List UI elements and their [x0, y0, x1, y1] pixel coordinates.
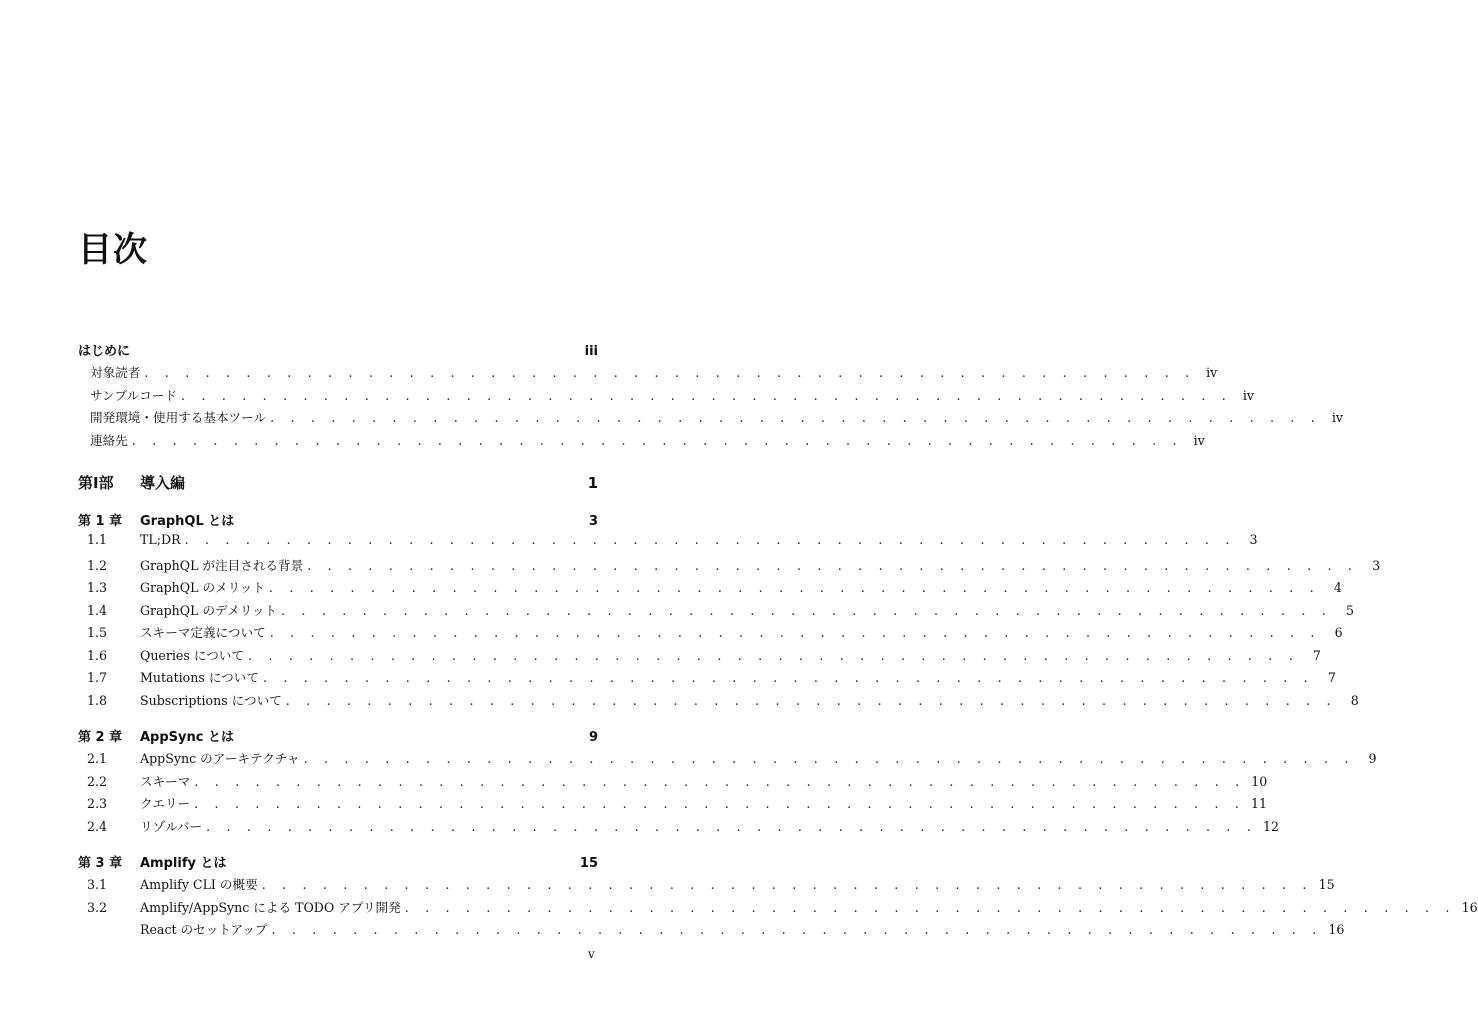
toc-heading-label: はじめに	[78, 344, 131, 359]
section-number: 1.5	[86, 625, 108, 640]
toc-entry[interactable]	[78, 407, 1343, 430]
toc-page-number: 11	[1251, 796, 1268, 811]
section-number: 1.6	[86, 647, 108, 663]
toc-page-number: 6	[1334, 625, 1343, 640]
page-folio: v	[588, 947, 595, 961]
dot-leader: . . . . . . . . . . . . . . . . . . . . . . . . . . . . . . . . . . . . . . . . . . . . . . . . . . . .	[181, 387, 1232, 403]
toc-entry[interactable]	[78, 577, 1342, 600]
toc-entry-label: Subscriptions について	[140, 692, 282, 708]
toc-page-number: 3	[588, 514, 598, 529]
page-title: 目次	[78, 230, 148, 270]
toc-entry[interactable]	[78, 816, 1280, 839]
toc-entry[interactable]	[78, 690, 1359, 713]
dot-leader: . . . . . . . . . . . . . . . . . . . . . . . . . . . . . . . . . . . . . . . . . . . . . . . . . . . .	[285, 692, 1337, 708]
toc-intro-heading[interactable]	[78, 340, 598, 362]
section-number: 1.3	[86, 580, 108, 595]
toc-entry[interactable]	[78, 667, 1336, 690]
section-number: 1.2	[86, 557, 108, 573]
toc-page-number: 5	[1345, 602, 1354, 618]
part-number: 第I部	[78, 474, 114, 492]
toc-entry-label: 連絡先	[90, 432, 128, 448]
dot-leader: . . . . . . . . . . . . . . . . . . . . . . . . . . . . . . . . . . . . . . . . . . . . . . . . . . . .	[206, 818, 1258, 834]
toc-page-number: 12	[1263, 818, 1280, 834]
toc-page-number: iii	[584, 344, 598, 359]
section-number: 2.4	[86, 818, 108, 834]
toc-entry-label: Amplify CLI の概要	[140, 877, 258, 892]
toc-page-number: 8	[1350, 692, 1359, 708]
table-of-contents	[78, 340, 1478, 942]
toc-entry-label: スキーマ	[140, 773, 191, 789]
toc-page-number: 9	[588, 730, 598, 745]
toc-entry-label: サンプルコード	[90, 387, 178, 403]
toc-entry[interactable]	[78, 430, 1205, 453]
toc-entry-label: クエリー	[140, 796, 191, 811]
toc-page-number: 1	[587, 474, 598, 492]
toc-page-number: 3	[1249, 532, 1258, 547]
toc-heading-label: GraphQL とは	[140, 514, 235, 529]
section-number: 2.1	[86, 751, 108, 766]
chapter-number: 第 1 章	[78, 514, 123, 529]
toc-entry-label: 対象読者	[90, 365, 141, 380]
section-number: 1.4	[86, 602, 108, 618]
toc-chapter-heading[interactable]	[78, 726, 598, 748]
toc-page-number: 15	[1318, 877, 1335, 892]
toc-heading-label: Amplify とは	[140, 856, 227, 871]
toc-page-number: 16	[1461, 899, 1478, 915]
toc-entry-label: GraphQL のメリット	[140, 580, 265, 595]
dot-leader: . . . . . . . . . . . . . . . . . . . . . . . . . . . . . . . . . . . . . . . . . . . . . . . . . . . .	[281, 602, 1332, 618]
toc-chapter-heading[interactable]	[78, 510, 598, 532]
dot-leader: . . . . . . . . . . . . . . . . . . . . . . . . . . . . . . . . . . . . . . . . . . . . . . . . . . . .	[303, 751, 1355, 766]
dot-leader: . . . . . . . . . . . . . . . . . . . . . . . . . . . . . . . . . . . . . . . . . . . . . . . . . . . .	[131, 432, 1183, 448]
toc-entry-label: TL;DR	[140, 532, 181, 547]
toc-entry[interactable]	[78, 748, 1377, 771]
toc-entry-label: AppSync のアーキテクチャ	[140, 751, 300, 766]
toc-entry-label: 開発環境・使用する基本ツール	[90, 410, 267, 425]
toc-page-number: iv	[1193, 432, 1205, 448]
toc-page-number: 15	[579, 856, 598, 871]
toc-entry-label: GraphQL のデメリット	[140, 602, 278, 618]
dot-leader: . . . . . . . . . . . . . . . . . . . . . . . . . . . . . . . . . . . . . . . . . . . . . . . . . . . .	[194, 773, 1246, 789]
section-number: 1.8	[86, 692, 108, 708]
toc-part-heading[interactable]	[78, 472, 598, 500]
toc-entry[interactable]	[78, 874, 1335, 897]
chapter-number: 第 3 章	[78, 856, 123, 871]
toc-entry[interactable]	[78, 555, 1381, 578]
toc-page-number: iv	[1206, 365, 1218, 380]
toc-entry[interactable]	[78, 793, 1268, 816]
toc-entry[interactable]	[78, 771, 1268, 794]
toc-entry-label: リゾルバー	[140, 818, 203, 834]
toc-heading-label: 導入編	[140, 474, 186, 492]
dot-leader: . . . . . . . . . . . . . . . . . . . . . . . . . . . . . . . . . . . . . . . . . . . . . . . . . . . .	[269, 625, 1321, 640]
toc-page-number: 7	[1327, 670, 1336, 685]
toc-page-number: iv	[1242, 387, 1254, 403]
section-number: 2.3	[86, 796, 108, 811]
dot-leader: . . . . . . . . . . . . . . . . . . . . . . . . . . . . . . . . . . . . . . . . . . . . . . . . . . . .	[270, 410, 1321, 425]
section-number: 3.2	[86, 899, 108, 915]
toc-page-number: 3	[1372, 557, 1381, 573]
dot-leader: . . . . . . . . . . . . . . . . . . . . . . . . . . . . . . . . . . . . . . . . . . . . . . . . . . . .	[404, 899, 1456, 915]
section-number: 1.7	[86, 670, 108, 685]
section-number: 1.1	[86, 532, 108, 547]
toc-chapter-heading[interactable]	[78, 852, 598, 874]
section-number: 3.1	[86, 877, 108, 892]
section-number: 2.2	[86, 773, 108, 789]
dot-leader: . . . . . . . . . . . . . . . . . . . . . . . . . . . . . . . . . . . . . . . . . . . . . . . . . . . .	[144, 365, 1196, 380]
toc-entry-label: スキーマ定義について	[140, 625, 266, 640]
toc-page-number: 10	[1251, 773, 1268, 789]
dot-leader: . . . . . . . . . . . . . . . . . . . . . . . . . . . . . . . . . . . . . . . . . . . . . . . . . . . .	[261, 877, 1313, 892]
dot-leader: . . . . . . . . . . . . . . . . . . . . . . . . . . . . . . . . . . . . . . . . . . . . . . . . . . . .	[194, 796, 1246, 811]
dot-leader: . . . . . . . . . . . . . . . . . . . . . . . . . . . . . . . . . . . . . . . . . . . . . . . . . . . .	[262, 670, 1314, 685]
toc-entry[interactable]	[78, 600, 1354, 623]
dot-leader: . . . . . . . . . . . . . . . . . . . . . . . . . . . . . . . . . . . . . . . . . . . . . . . . . . . .	[184, 532, 1236, 547]
toc-entry-label: Queries について	[140, 647, 244, 663]
toc-entry[interactable]	[78, 362, 1218, 385]
toc-entry-label: React のセットアップ	[140, 922, 268, 937]
toc-entry-label: GraphQL が注目される背景	[140, 557, 304, 573]
dot-leader: . . . . . . . . . . . . . . . . . . . . . . . . . . . . . . . . . . . . . . . . . . . . . . . . . . . .	[271, 922, 1323, 937]
toc-heading-label: AppSync とは	[140, 730, 234, 745]
toc-entry[interactable]	[78, 622, 1343, 645]
toc-entry[interactable]	[78, 897, 1478, 920]
toc-entry[interactable]	[78, 532, 1258, 555]
toc-entry-label: Amplify/AppSync による TODO アプリ開発	[140, 899, 401, 915]
toc-entry[interactable]	[78, 645, 1321, 668]
toc-entry[interactable]	[78, 385, 1254, 408]
chapter-number: 第 2 章	[78, 730, 123, 745]
toc-page-number: iv	[1331, 410, 1343, 425]
toc-page-number: 4	[1333, 580, 1342, 595]
dot-leader: . . . . . . . . . . . . . . . . . . . . . . . . . . . . . . . . . . . . . . . . . . . . . . . . . . . .	[268, 580, 1320, 595]
toc-page-number: 9	[1368, 751, 1377, 766]
toc-page-number: 7	[1312, 647, 1321, 663]
toc-entry[interactable]	[78, 919, 1345, 942]
dot-leader: . . . . . . . . . . . . . . . . . . . . . . . . . . . . . . . . . . . . . . . . . . . . . . . . . . . .	[307, 557, 1359, 573]
toc-page-number: 16	[1328, 922, 1345, 937]
dot-leader: . . . . . . . . . . . . . . . . . . . . . . . . . . . . . . . . . . . . . . . . . . . . . . . . . . . .	[247, 647, 1299, 663]
toc-entry-label: Mutations について	[140, 670, 259, 685]
